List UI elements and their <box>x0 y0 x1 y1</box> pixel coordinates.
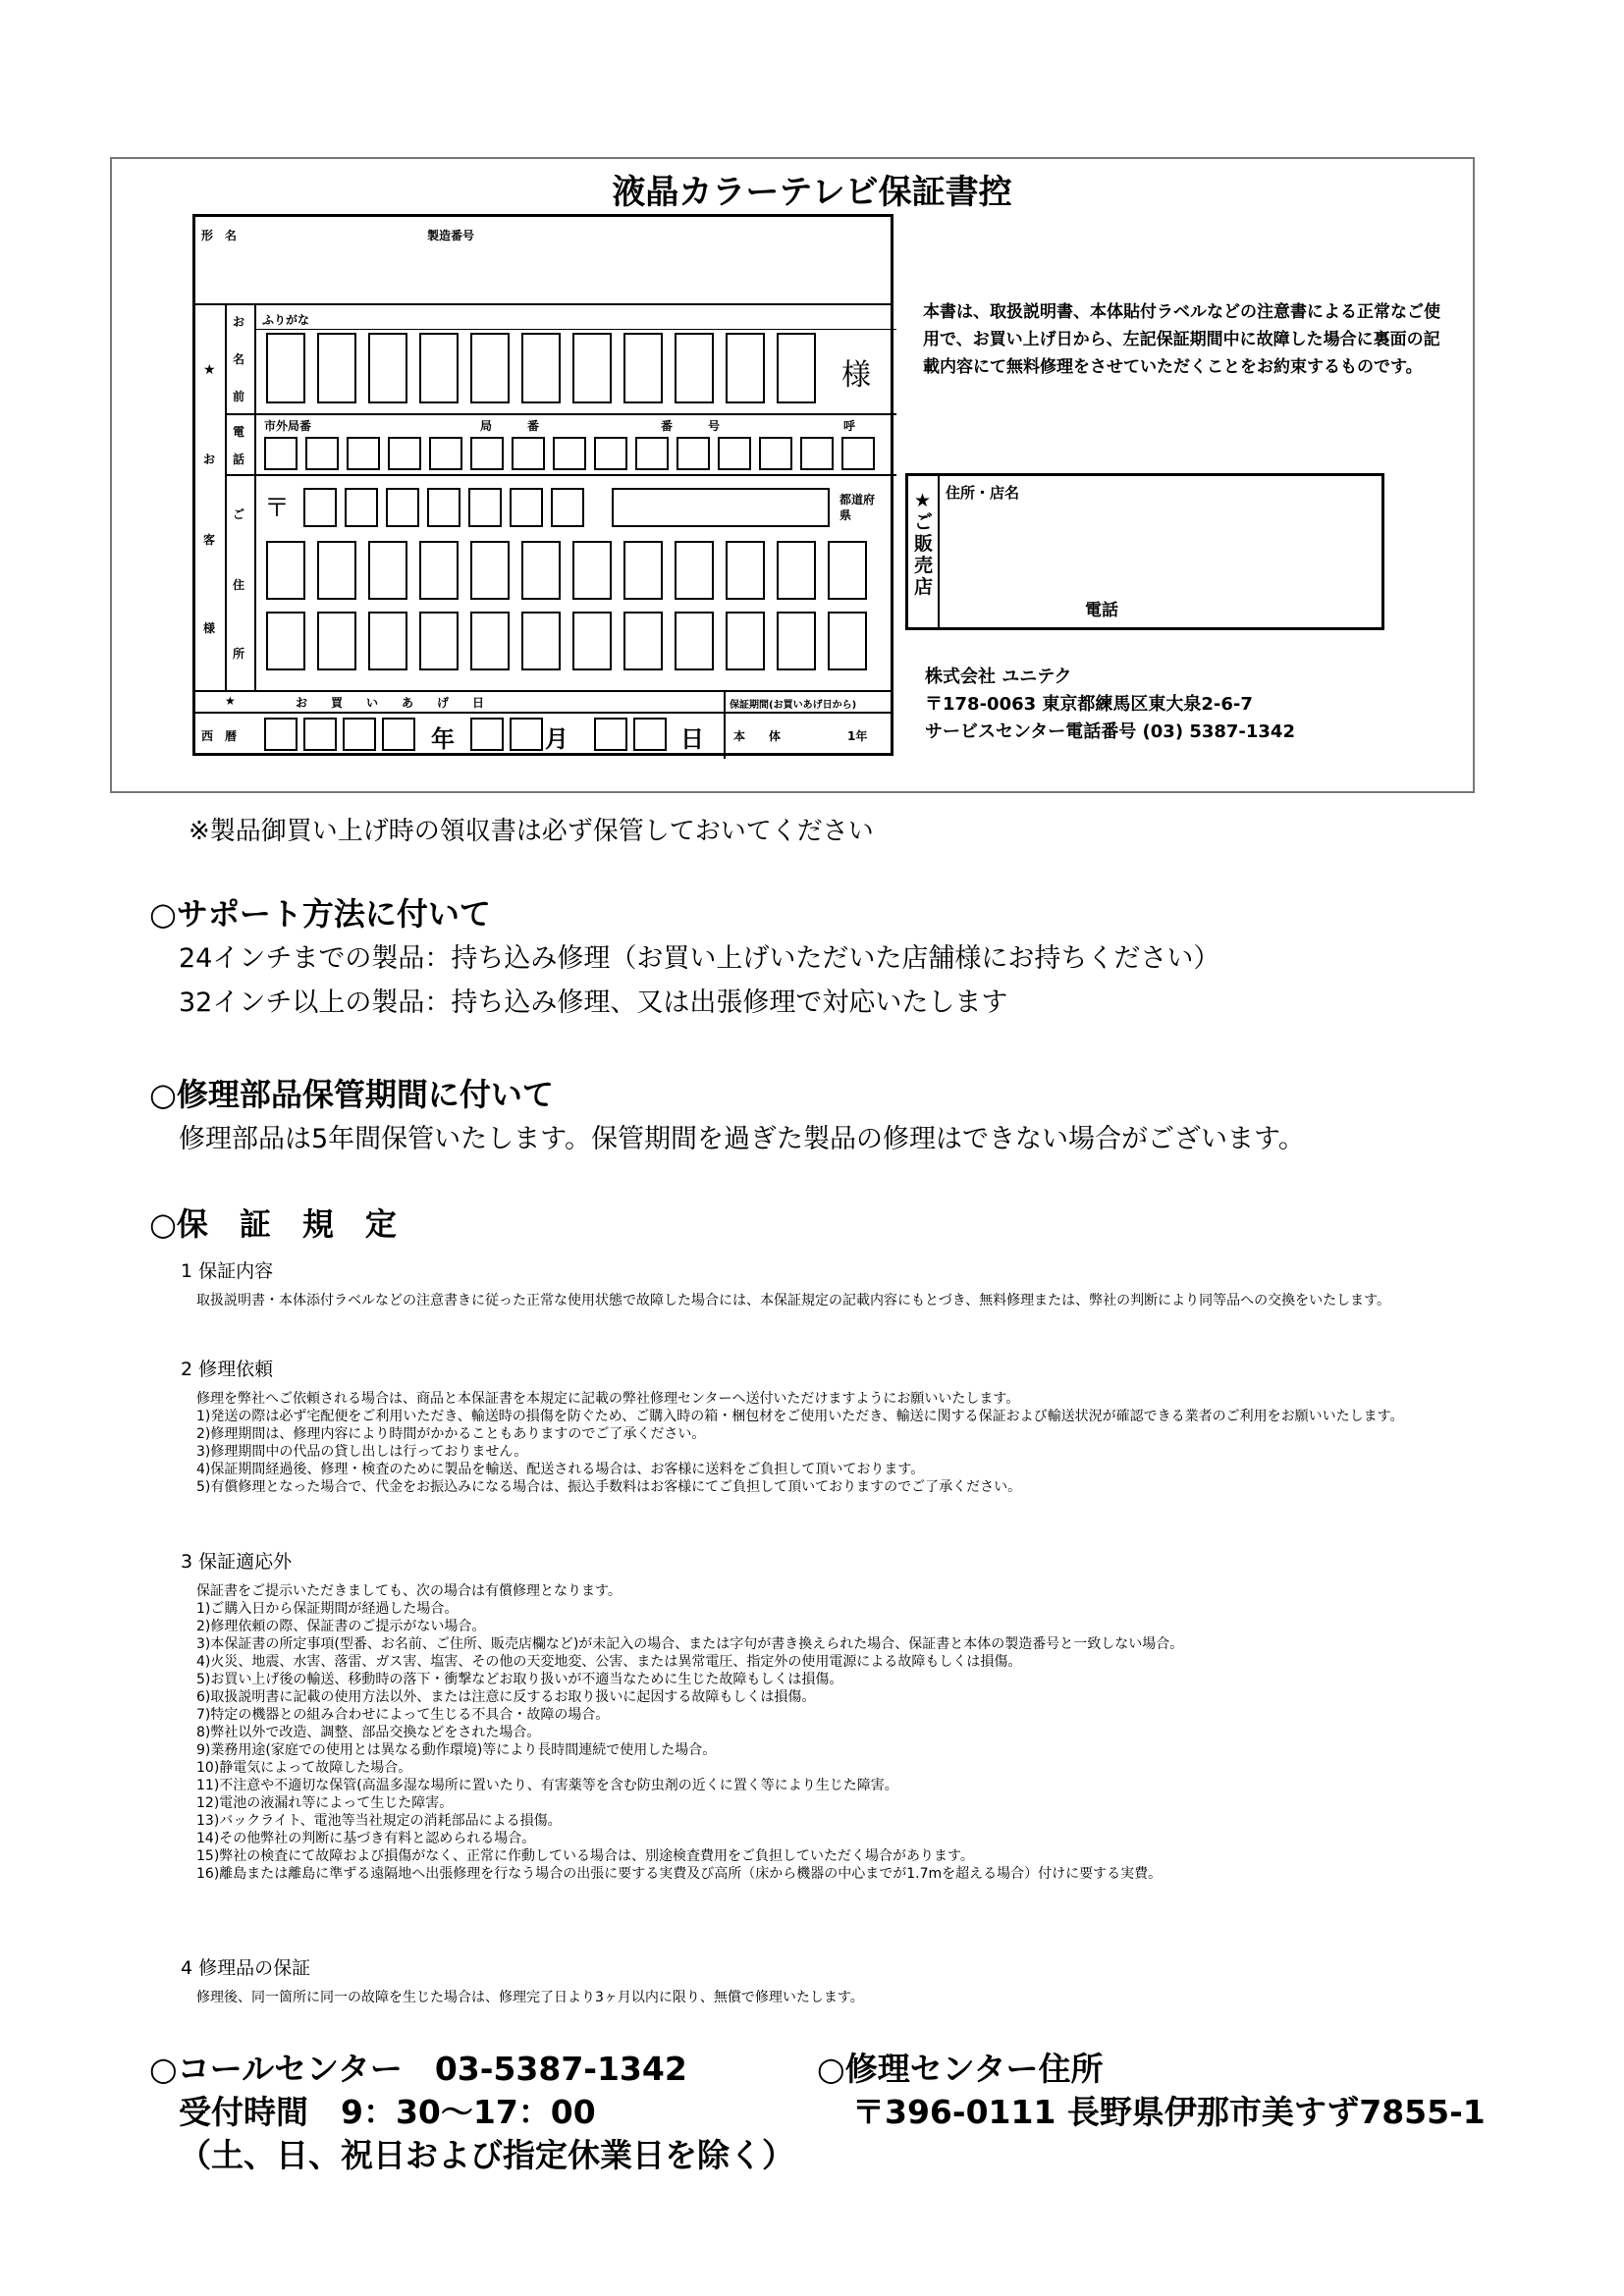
rules-line: 16)離島または離島に準ずる遠隔地へ出張修理を行なう場合の出張に要する実費及び高所（床から機器の中心までが1.7mを超える場合）付けに要する実費。 <box>196 1866 1163 1882</box>
star-mark: ★ <box>203 362 216 378</box>
address-input-cell[interactable] <box>521 612 561 670</box>
address-input-cell[interactable] <box>572 541 612 600</box>
postal-input-cell[interactable] <box>551 488 584 527</box>
address-input-cell[interactable] <box>419 541 459 600</box>
phone-input-cell[interactable] <box>718 437 751 470</box>
receipt-note: ※製品御買い上げ時の領収書は必ず保管しておいてください <box>189 817 874 846</box>
rules-line: 取扱説明書・本体添付ラベルなどの注意書きに従った正常な使用状態で故障した場合には、本保証規定の記載内容にもとづき、無料修理または、弊社の判断により同等品への交換をいたします。 <box>196 1293 1391 1308</box>
address-input-cell[interactable] <box>572 612 612 670</box>
name-input-cell[interactable] <box>317 333 356 403</box>
date-input-cell[interactable] <box>382 718 415 751</box>
address-label-char: 所 <box>233 647 245 661</box>
name-input-cell[interactable] <box>675 333 714 403</box>
period-value: 1年 <box>847 729 868 743</box>
rules-line: 6)取扱説明書に記載の使用方法以外、または注意に反するお取り扱いに起因する故障もしくは損傷。 <box>196 1689 816 1705</box>
date-input-cell[interactable] <box>633 718 667 751</box>
postal-input-cell[interactable] <box>303 488 337 527</box>
rules-line: 13)バックライト、電池等当社規定の消耗部品による損傷。 <box>196 1813 562 1829</box>
phone-input-cell[interactable] <box>677 437 710 470</box>
phone-sublabel: 局 番 <box>480 419 540 433</box>
company-address: 〒178-0063 東京都練馬区東大泉2-6-7 <box>925 694 1253 715</box>
date-input-cell[interactable] <box>510 718 543 751</box>
address-input-cell[interactable] <box>368 541 407 600</box>
name-input-cell[interactable] <box>521 333 561 403</box>
repair-center-heading: ○修理センター住所 <box>817 2050 1104 2088</box>
call-center-hours: 受付時間 9：30〜17：00 <box>179 2093 596 2131</box>
address-input-cell[interactable] <box>470 612 510 670</box>
store-box <box>905 473 1384 630</box>
rules-section-body <box>196 1989 1492 2006</box>
phone-sublabel: 番 号 <box>661 419 721 433</box>
rules-section-body <box>196 1292 1492 1309</box>
rules-line: 7)特定の機器との組み合わせによって生じる不具合・故障の場合。 <box>196 1707 610 1723</box>
name-label-char: 前 <box>233 390 245 403</box>
rules-line: 15)弊社の検査にて故障および損傷がなく、正常に作動している場合は、別途検査費用をご負担していただく場合があります。 <box>196 1848 974 1864</box>
name-input-cell[interactable] <box>777 333 816 403</box>
rules-section-title: 3 保証適応外 <box>181 1551 293 1573</box>
phone-input-cell[interactable] <box>841 437 875 470</box>
rules-line: 2)修理依頼の際、保証書のご提示がない場合。 <box>196 1619 486 1634</box>
postal-mark: 〒 <box>264 494 291 523</box>
phone-input-cell[interactable] <box>470 437 504 470</box>
address-input-cell[interactable] <box>726 541 765 600</box>
honorific: 様 <box>841 358 871 393</box>
name-input-cell[interactable] <box>726 333 765 403</box>
prefecture-label: 都道府県 <box>839 493 876 522</box>
address-input-cell[interactable] <box>828 612 867 670</box>
rules-section-title: 2 修理依頼 <box>181 1359 274 1380</box>
rules-line: 3)修理期間中の代品の貸し出しは行っておりません。 <box>196 1444 528 1460</box>
day-label: 日 <box>680 725 704 753</box>
rules-line: 4)火災、地震、水害、落雷、ガス害、塩害、その他の天変地変、公害、または異常電圧、指定外の使用電源による故障もしくは損傷。 <box>196 1654 1022 1670</box>
store-label: 住所・店名 <box>946 484 1020 502</box>
warranty-card-title: 液晶カラーテレビ保証書控 <box>612 173 1012 212</box>
warranty-notice: 本書は、取扱説明書、本体貼付ラベルなどの注意書による正常なご使用で、お買い上げ日から、左記保証期間中に故障した場合に裏面の記載内容にて無料修理をさせていただくことをお約束するものです。 <box>923 302 1440 377</box>
phone-label-char: 話 <box>233 453 245 466</box>
date-input-cell[interactable] <box>470 718 504 751</box>
rules-line: 5)お買い上げ後の輸送、移動時の落下・衝撃などお取り扱いが不適当なために生じた故障もしくは損傷。 <box>196 1672 843 1687</box>
address-label-char: ご <box>233 507 245 521</box>
support-line: 32インチ以上の製品：持ち込み修理、又は出張修理で対応いたします <box>179 988 1008 1018</box>
address-input-cell[interactable] <box>317 612 356 670</box>
rules-line: 11)不注意や不適切な保管(高温多湿な場所に置いたり、有害薬等を含む防虫剤の近くに置く等により生じた障害。 <box>196 1778 898 1793</box>
postal-input-cell[interactable] <box>468 488 502 527</box>
warranty-period-header: 保証期間(お買いあげ日から) <box>730 700 857 711</box>
phone-input-cell[interactable] <box>800 437 834 470</box>
phone-sublabel: 市外局番 <box>264 419 312 433</box>
date-input-cell[interactable] <box>343 718 376 751</box>
company-name: 株式会社 ユニテク <box>925 667 1072 687</box>
postal-input-cell[interactable] <box>386 488 419 527</box>
support-lines <box>179 936 1219 1025</box>
phone-input-cell[interactable] <box>759 437 792 470</box>
name-input-cell[interactable] <box>368 333 407 403</box>
name-input-cell[interactable] <box>419 333 459 403</box>
postal-input-cell[interactable] <box>345 488 378 527</box>
call-center-number: ○コールセンター 03-5387-1342 <box>149 2050 687 2088</box>
rules-section-title: 4 修理品の保証 <box>181 1957 311 1979</box>
main-unit-label: 本 体 <box>733 729 782 743</box>
rules-line: 9)業務用途(家庭での使用とは異なる動作環境)等により長時間連続で使用した場合。 <box>196 1742 717 1758</box>
address-input-cell[interactable] <box>317 541 356 600</box>
phone-input-cell[interactable] <box>512 437 545 470</box>
address-input-cell[interactable] <box>726 612 765 670</box>
date-input-cell[interactable] <box>264 718 298 751</box>
customer-label-char: 様 <box>203 621 216 635</box>
name-label-char: お <box>233 315 245 329</box>
address-input-cell[interactable] <box>368 612 407 670</box>
serial-label: 製造番号 <box>427 229 475 242</box>
month-label: 月 <box>545 725 568 753</box>
address-input-cell[interactable] <box>266 541 305 600</box>
rules-line: 修理を弊社へご依頼される場合は、商品と本保証書を本規定に記載の弊社修理センターへ送付いただけますようにお願いいたします。 <box>196 1391 1020 1407</box>
address-input-cell[interactable] <box>470 541 510 600</box>
phone-input-cell[interactable] <box>429 437 462 470</box>
phone-input-cell[interactable] <box>594 437 627 470</box>
name-input-cell[interactable] <box>470 333 510 403</box>
parts-text: 修理部品は5年間保管いたします。保管期間を過ぎた製品の修理はできない場合がございます。 <box>179 1124 1305 1154</box>
rules-line: 1)発送の際は必ず宅配便をご利用いただき、輸送時の損傷を防ぐため、ご購入時の箱・梱包材をご使用いただき、輸送に関する保証および輸送状況が確認できる業者のご利用をお願いいたします。 <box>196 1409 1404 1424</box>
rules-line: 1)ご購入日から保証期間が経過した場合。 <box>196 1601 459 1617</box>
date-input-cell[interactable] <box>303 718 337 751</box>
prefecture-box <box>612 488 830 527</box>
rules-line: 12)電池の液漏れ等によって生じた障害。 <box>196 1795 454 1811</box>
rules-section-title: 1 保証内容 <box>181 1260 274 1282</box>
name-input-cell[interactable] <box>623 333 663 403</box>
support-line: 24インチまでの製品：持ち込み修理（お買い上げいただいた店舗様にお持ちください） <box>179 943 1220 974</box>
phone-input-cell[interactable] <box>635 437 669 470</box>
address-input-cell[interactable] <box>675 612 714 670</box>
parts-heading: ○修理部品保管期間に付いて <box>149 1076 554 1113</box>
rules-section-body <box>196 1390 1492 1496</box>
model-label: 形 名 <box>201 229 238 242</box>
address-input-cell[interactable] <box>419 612 459 670</box>
support-heading: ○サポート方法に付いて <box>149 895 491 933</box>
address-label-char: 住 <box>233 578 245 592</box>
address-input-cell[interactable] <box>623 541 663 600</box>
rules-section-body <box>196 1582 1492 1883</box>
phone-input-cell[interactable] <box>305 437 339 470</box>
address-input-cell[interactable] <box>623 612 663 670</box>
address-input-cell[interactable] <box>521 541 561 600</box>
phone-label-char: 電 <box>233 425 245 439</box>
rules-line: 4)保証期間経過後、修理・検査のために製品を輸送、配送される場合は、お客様に送料をご負担して頂いております。 <box>196 1462 925 1477</box>
purchase-date-header: お 買 い あ げ 日 <box>296 696 485 710</box>
address-input-cell[interactable] <box>675 541 714 600</box>
warranty-form-grid <box>192 214 893 756</box>
rules-line: 10)静電気によって故障した場合。 <box>196 1760 412 1776</box>
call-center-closed-days: （土、日、祝日および指定休業日を除く） <box>179 2136 794 2174</box>
address-input-cell[interactable] <box>777 541 816 600</box>
furigana-label: ふりがな <box>262 313 310 327</box>
rules-line: 14)その他弊社の判断に基づき有料と認められる場合。 <box>196 1831 536 1846</box>
name-input-cell[interactable] <box>572 333 612 403</box>
warranty-rules-heading: ○保 証 規 定 <box>149 1205 397 1243</box>
company-service-phone: サービスセンター電話番号 (03) 5387-1342 <box>925 721 1295 742</box>
rules-line: 修理後、同一箇所に同一の故障を生じた場合は、修理完了日より3ヶ月以内に限り、無償で修理いたします。 <box>196 1990 864 2005</box>
star-mark-2: ★ <box>225 694 236 708</box>
store-vertical-label: ★ご販売店 <box>914 490 934 598</box>
postal-input-cell[interactable] <box>427 488 460 527</box>
address-input-cell[interactable] <box>266 612 305 670</box>
phone-input-cell[interactable] <box>264 437 298 470</box>
rules-line: 8)弊社以外で改造、調整、部品交換などをされた場合。 <box>196 1725 541 1740</box>
phone-sublabel: 呼 <box>843 419 856 433</box>
company-info <box>925 664 1295 746</box>
store-phone-label: 電話 <box>1085 601 1118 620</box>
name-input-cell[interactable] <box>266 333 305 403</box>
phone-input-cell[interactable] <box>388 437 421 470</box>
name-label-char: 名 <box>233 352 245 366</box>
phone-input-cell[interactable] <box>553 437 586 470</box>
repair-center-block <box>817 2048 1486 2134</box>
year-label: 年 <box>431 725 455 753</box>
postal-input-cell[interactable] <box>510 488 543 527</box>
address-input-cell[interactable] <box>777 612 816 670</box>
rules-line: 3)本保証書の所定事項(型番、お名前、ご住所、販売店欄など)が未記入の場合、または字句が書き換えられた場合、保証書と本体の製造番号と一致しない場合。 <box>196 1636 1184 1652</box>
repair-center-address: 〒396-0111 長野県伊那市美すず7855-1 <box>852 2093 1486 2131</box>
rules-line: 5)有償修理となった場合で、代金をお振込みになる場合は、振込手数料はお客様にてご負担して頂いておりますのでご了承ください。 <box>196 1479 1022 1495</box>
era-label: 西 暦 <box>201 729 238 743</box>
date-input-cell[interactable] <box>594 718 627 751</box>
customer-label-char: 客 <box>203 533 216 547</box>
call-center-block <box>149 2048 794 2177</box>
phone-input-cell[interactable] <box>347 437 380 470</box>
rules-line: 保証書をご提示いただきましても、次の場合は有償修理となります。 <box>196 1583 622 1599</box>
rules-line: 2)修理期間は、修理内容により時間がかかることもありますのでご了承ください。 <box>196 1426 706 1442</box>
address-input-cell[interactable] <box>828 541 867 600</box>
customer-label-char: お <box>203 453 216 466</box>
